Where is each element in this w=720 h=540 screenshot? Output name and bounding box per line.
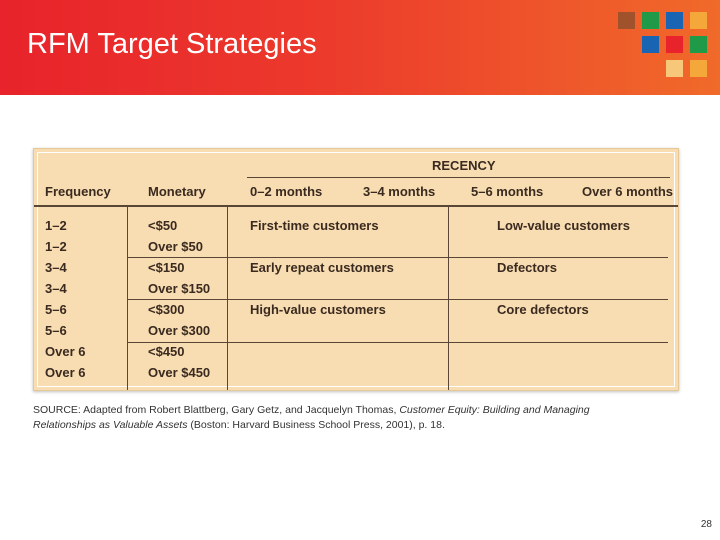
header-rule	[34, 205, 678, 207]
source-note	[33, 403, 673, 433]
cell-frequency: Over 6	[45, 365, 86, 380]
cell-frequency: 3–4	[45, 281, 67, 296]
col-header-0-2-months: 0–2 months	[250, 184, 323, 199]
mosaic-square	[666, 12, 683, 29]
row-rule	[127, 299, 668, 300]
cell-frequency: 1–2	[45, 239, 67, 254]
cell-monetary: Over $50	[148, 239, 203, 254]
cell-monetary: Over $300	[148, 323, 211, 338]
segment-lapsed: Low-value customers	[497, 218, 630, 233]
col-header-5-6-months: 5–6 months	[471, 184, 544, 199]
slide-title: RFM Target Strategies	[27, 28, 317, 60]
mosaic-square	[690, 60, 707, 77]
row-rule	[127, 342, 668, 343]
cell-monetary: <$50	[148, 218, 178, 233]
cell-frequency: 1–2	[45, 218, 67, 233]
mosaic-square	[642, 12, 659, 29]
cell-monetary: <$150	[148, 260, 185, 275]
recency-underline	[247, 177, 670, 178]
segment-recent: First-time customers	[250, 218, 379, 233]
cell-monetary: Over $450	[148, 365, 211, 380]
segment-lapsed: Core defectors	[497, 302, 589, 317]
mosaic-square	[690, 12, 707, 29]
recency-header: RECENCY	[432, 158, 496, 173]
col-header-3-4-months: 3–4 months	[363, 184, 436, 199]
cell-monetary: <$450	[148, 344, 185, 359]
segment-recent: Early repeat customers	[250, 260, 394, 275]
rfm-table-panel	[33, 148, 679, 391]
mosaic-square	[618, 12, 635, 29]
cell-frequency: 5–6	[45, 323, 67, 338]
cell-monetary: <$300	[148, 302, 185, 317]
page-number: 28	[700, 519, 712, 530]
source-prefix: SOURCE: Adapted from Robert Blattberg, Gary Getz, and Jacquelyn Thomas,	[33, 404, 400, 416]
cell-frequency: 3–4	[45, 260, 67, 275]
cell-frequency: Over 6	[45, 344, 86, 359]
segment-recent: High-value customers	[250, 302, 386, 317]
source-book-title-1: Customer Equity: Building and Managing	[399, 404, 590, 416]
mosaic-square	[690, 36, 707, 53]
col-header-monetary: Monetary	[148, 184, 206, 199]
cell-frequency: 5–6	[45, 302, 67, 317]
source-suffix: (Boston: Harvard Business School Press, 2001), p. 18.	[187, 419, 445, 431]
mosaic-square	[642, 36, 659, 53]
title-banner	[0, 0, 720, 95]
col-header-frequency: Frequency	[45, 184, 111, 199]
row-rule	[127, 257, 668, 258]
mosaic-square	[666, 36, 683, 53]
mosaic-square	[666, 60, 683, 77]
cell-monetary: Over $150	[148, 281, 211, 296]
segment-lapsed: Defectors	[497, 260, 557, 275]
col-header-over-6-months: Over 6 months	[582, 184, 674, 199]
source-book-title-2: Relationships as Valuable Assets	[33, 419, 188, 431]
